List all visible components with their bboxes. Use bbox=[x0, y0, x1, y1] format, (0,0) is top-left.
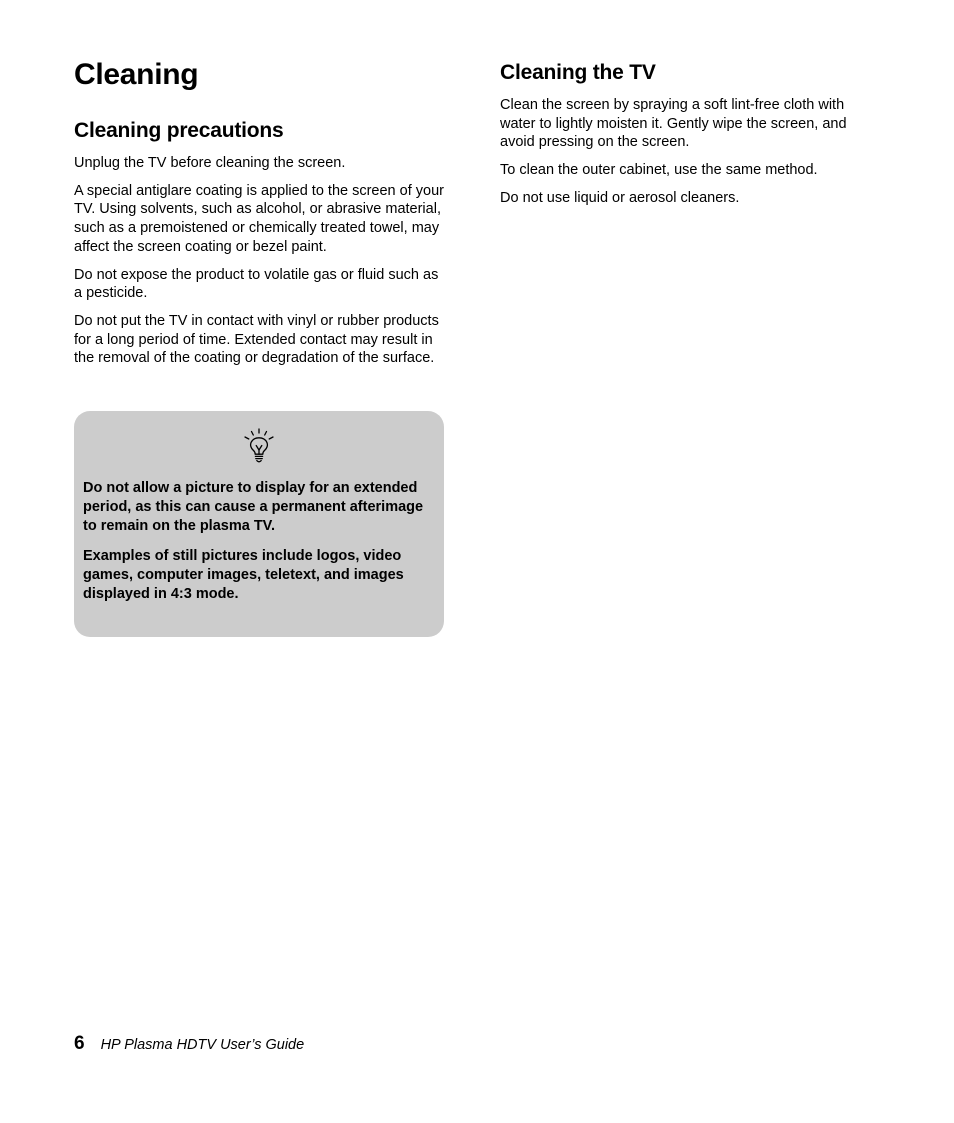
precaution-paragraph-4: Do not put the TV in contact with vinyl or rubber products for a long period of time. Extended contact may result in the removal of the coating or degradation of the surface. bbox=[74, 312, 439, 367]
cleaning-precautions-heading: Cleaning precautions bbox=[74, 119, 284, 142]
cleaning-the-tv-section bbox=[500, 58, 872, 217]
tip-paragraph-2: Examples of still pictures include logos, video games, computer images, teletext, and images displayed in 4:3 mode. bbox=[83, 548, 404, 602]
cleaning-paragraph-2: To clean the outer cabinet, use the same method. bbox=[500, 162, 818, 179]
page-title: Cleaning bbox=[74, 58, 199, 91]
guide-title: HP Plasma HDTV User’s Guide bbox=[100, 1037, 305, 1053]
page-footer bbox=[74, 1033, 304, 1055]
cleaning-paragraph-1: Clean the screen by spraying a soft lint-free cloth with water to lightly moisten it. Gently wipe the screen, and avoid pressing on the screen. bbox=[500, 97, 847, 151]
tip-box bbox=[74, 411, 444, 637]
cleaning-paragraph-3: Do not use liquid or aerosol cleaners. bbox=[500, 189, 740, 206]
tip-paragraph-1: Do not allow a picture to display for an extended period, as this can cause a permanent afterimage to remain on the plasma TV. bbox=[83, 480, 424, 534]
cleaning-precautions-section bbox=[74, 116, 446, 377]
cleaning-the-tv-heading: Cleaning the TV bbox=[500, 61, 656, 84]
precaution-paragraph-3: Do not expose the product to volatile gas or fluid such as a pesticide. bbox=[74, 266, 439, 302]
lightbulb-icon bbox=[239, 427, 279, 467]
page-number: 6 bbox=[74, 1033, 85, 1054]
precaution-paragraph-1: Unplug the TV before cleaning the screen. bbox=[74, 155, 346, 171]
precaution-paragraph-2: A special antiglare coating is applied to the screen of your TV. Using solvents, such as alcohol, or abrasive material, such as a premoistened or chemically treated towel, may affect the screen coating or bezel paint. bbox=[74, 182, 444, 255]
